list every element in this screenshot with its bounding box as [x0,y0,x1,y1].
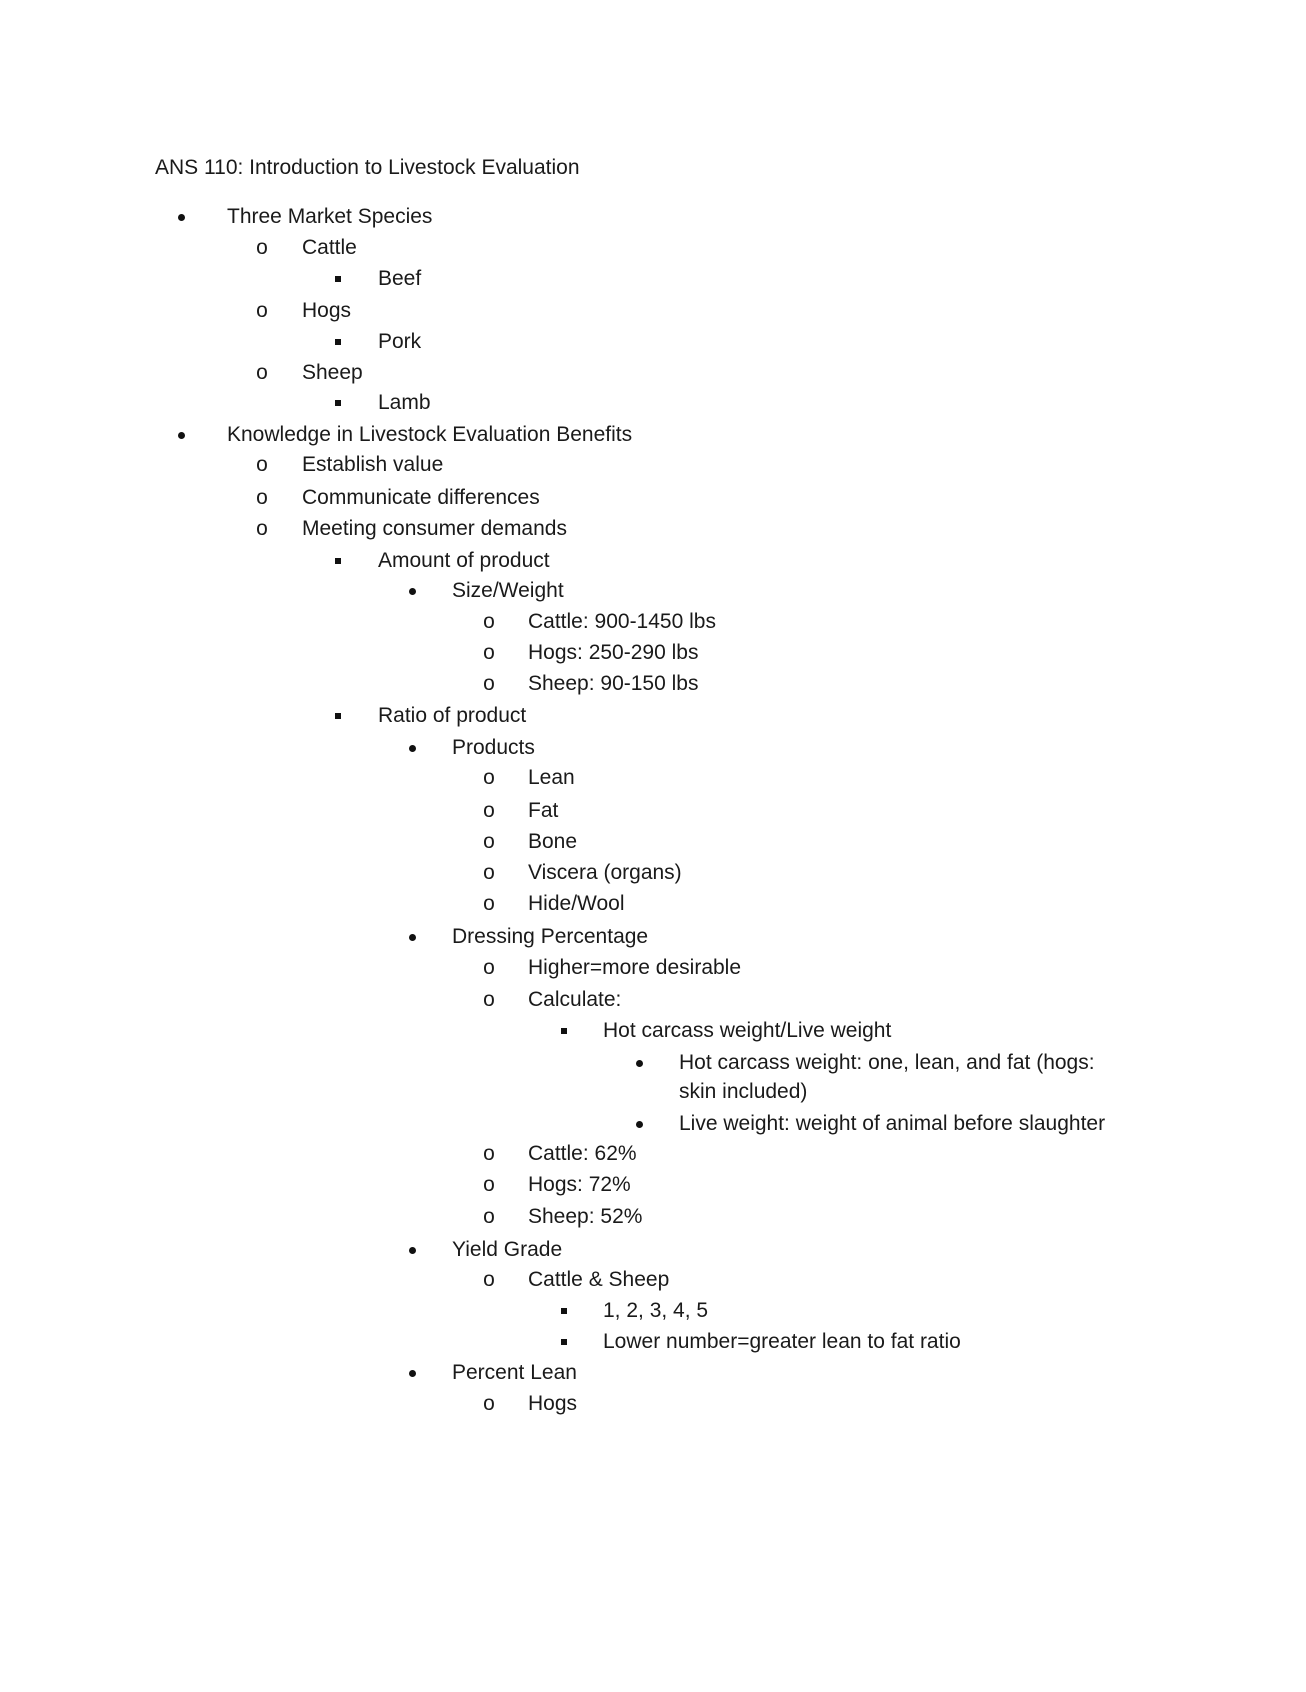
outline-item [0,1141,1306,1167]
outline-item [0,1050,1306,1076]
bullet-circle-icon: o [483,988,495,1011]
outline-item [0,1360,1306,1386]
outline-item-text: Meeting consumer demands [302,517,567,540]
outline-item [0,987,1306,1013]
outline-item [0,1079,1306,1105]
document-title: ANS 110: Introduction to Livestock Evaluation [155,156,580,179]
bullet-circle-icon: o [256,361,268,384]
outline-item-text: Fat [528,799,559,822]
outline-item [0,609,1306,635]
outline-item-text: Sheep: 52% [528,1205,643,1228]
outline-item [0,1267,1306,1293]
outline-item-text: Beef [378,267,422,290]
outline-item-text: Lower number=greater lean to fat ratio [603,1330,961,1353]
outline-item [0,360,1306,386]
bullet-circle-icon: o [483,672,495,695]
outline-item-text: Live weight: weight of animal before slaughter [679,1112,1106,1135]
outline-item [0,516,1306,542]
outline-item [0,798,1306,824]
outline-item [0,1391,1306,1417]
outline-item [0,829,1306,855]
outline-item-text: Higher=more desirable [528,956,742,979]
outline-item [0,298,1306,324]
bullet-circle-icon: o [483,799,495,822]
bullet-circle-icon: o [483,861,495,884]
bullet-circle-icon: o [483,1142,495,1165]
bullet-circle-icon: o [483,1173,495,1196]
bullet-circle-icon: o [256,236,268,259]
outline-item [0,578,1306,604]
outline-item-text: Cattle: 62% [528,1142,637,1165]
outline-item [0,860,1306,886]
outline-item-text: skin included) [679,1080,808,1103]
outline-item [0,703,1306,729]
outline-item-text: Cattle & Sheep [528,1268,670,1291]
outline-item-text: Yield Grade [452,1238,563,1261]
outline-item-text: Cattle: 900-1450 lbs [528,610,716,633]
bullet-circle-icon: o [256,453,268,476]
outline-item-text: 1, 2, 3, 4, 5 [603,1299,709,1322]
outline-item-text: Cattle [302,236,357,259]
outline-item-text: Calculate: [528,988,622,1011]
outline-item-text: Sheep [302,361,363,384]
outline-item-text: Hogs [528,1392,578,1415]
outline-item-text: Three Market Species [227,205,433,228]
outline-item [0,390,1306,416]
outline-item-text: Hot carcass weight/Live weight [603,1019,892,1042]
outline-item [0,1204,1306,1230]
outline-item [0,235,1306,261]
outline-item [0,924,1306,950]
outline-item [0,1111,1306,1137]
outline-item-text: Establish value [302,453,444,476]
bullet-circle-icon: o [483,610,495,633]
outline-item [0,955,1306,981]
outline-item [0,735,1306,761]
bullet-circle-icon: o [483,892,495,915]
outline-item-text: Sheep: 90-150 lbs [528,672,699,695]
bullet-circle-icon: o [483,641,495,664]
bullet-circle-icon: o [483,830,495,853]
outline-item-text: Knowledge in Livestock Evaluation Benefits [227,423,633,446]
outline-item-text: Lean [528,766,575,789]
outline-item-text: Amount of product [378,549,550,572]
outline-item-text: Hot carcass weight: one, lean, and fat (hogs: [679,1051,1095,1074]
outline-item-text: Communicate differences [302,486,540,509]
outline-item-text: Hide/Wool [528,892,625,915]
bullet-circle-icon: o [483,956,495,979]
outline-item [0,891,1306,917]
bullet-circle-icon: o [483,1268,495,1291]
outline-item-text: Hogs [302,299,352,322]
bullet-circle-icon: o [256,517,268,540]
outline-item-text: Lamb [378,391,431,414]
bullet-circle-icon: o [483,766,495,789]
outline-item [0,1237,1306,1263]
outline-item [0,765,1306,791]
bullet-circle-icon: o [256,299,268,322]
outline-item [0,1018,1306,1044]
outline-item [0,1298,1306,1324]
bullet-circle-icon: o [483,1392,495,1415]
bullet-circle-icon: o [483,1205,495,1228]
outline-item [0,640,1306,666]
outline-item-text: Hogs: 72% [528,1173,631,1196]
outline-item-text: Viscera (organs) [528,861,682,884]
outline-item-text: Dressing Percentage [452,925,649,948]
outline-item [0,485,1306,511]
outline-item [0,329,1306,355]
outline-item [0,1329,1306,1355]
outline-item-text: Products [452,736,535,759]
outline-item-text: Ratio of product [378,704,527,727]
outline-item [0,452,1306,478]
bullet-circle-icon: o [256,486,268,509]
outline-item [0,1172,1306,1198]
outline-item [0,422,1306,448]
outline-item-text: Size/Weight [452,579,564,602]
outline-item-text: Hogs: 250-290 lbs [528,641,699,664]
outline-item [0,266,1306,292]
outline-item [0,204,1306,230]
outline-item-text: Percent Lean [452,1361,577,1384]
outline-item [0,671,1306,697]
outline-item-text: Bone [528,830,578,853]
outline-item-text: Pork [378,330,422,353]
outline-item [0,548,1306,574]
